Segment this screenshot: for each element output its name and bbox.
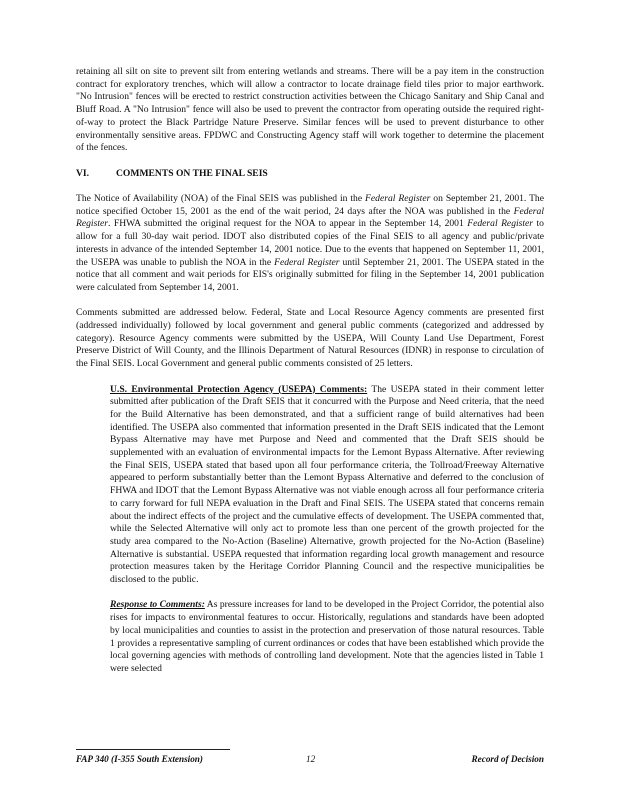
section-number: VI. [76, 167, 90, 179]
footer-divider [76, 749, 230, 750]
page-body [76, 66, 544, 676]
response-heading: Response to Comments: [110, 599, 205, 611]
paragraph-notice-of-availability [76, 193, 544, 295]
paragraph-usepa-comments [76, 384, 544, 587]
noa-text-1: The Notice of Availability (NOA) of the Final SEIS was published in the [76, 193, 366, 204]
footer-page-number: 12 [306, 754, 316, 764]
paragraph-fences: retaining all silt on site to prevent silt from entering wetlands and streams. There will be a pay item in the construction contract for exploratory trenches, which will allow a contractor to locate drainage field tiles prior to major earthwork. "No Intrusion" fences will be erected to restrict construction activities between the Chicago Sanitary and Ship Canal and Bluff Road. A "No Intrusion" fence will also be used to prevent the contractor from operating outside the required right-of-way to protect the Black Partridge Nature Preserve. Similar fences will be used to prevent disturbance to other environmentally sensitive areas. FPDWC and Constructing Agency staff will work together to determine the placement of the fences. [76, 66, 544, 154]
noa-federal-register-4: Federal Register [274, 256, 340, 268]
noa-text-2: on September 21, 2001. The notice specified October 15, 2001 as the end of the wait period, 24 days after the NOA was published in the [76, 193, 544, 217]
usepa-heading: U.S. Environmental Protection Agency (USEPA) Comments: [110, 383, 368, 395]
page-footer [76, 754, 544, 768]
response-body: As pressure increases for land to be developed in the Project Corridor, the potential also rises for impacts to environmental features to occur. Historically, regulations and standards have been adopted by local municipalities and counties to assist in the protection and preservation of those natural resources. Table 1 provides a representative sampling of current ordinances or codes that have been established which provide the local governing agencies with methods of controlling land development. Note that the agencies listed in Table 1 were selected [110, 599, 544, 674]
section-heading [76, 168, 544, 181]
footer-document-title: Record of Decision [471, 754, 544, 764]
noa-federal-register-2: Federal Register [76, 205, 544, 230]
section-title: COMMENTS ON THE FINAL SEIS [116, 167, 268, 179]
footer-project-id: FAP 340 (I-355 South Extension) [76, 754, 203, 764]
noa-text-3: . FHWA submitted the original request for the NOA to appear in the September 14, 2001 [107, 218, 468, 230]
noa-federal-register-3: Federal Register [467, 218, 534, 230]
noa-federal-register-1: Federal Register [365, 193, 431, 204]
noa-text-5: until September 21, 2001. The USEPA stated in the notice that all comment and wait periods for EIS's originally submitted for filing in the September 14, 2001 publication were calculated from September 14, 2001. [76, 256, 545, 293]
usepa-body: The USEPA stated in their comment letter submitted after publication of the Draft SEIS that it concurred with the Purpose and Need criteria, that the need for the Build Alternative has been demonstrated, and that a sufficient range of build alternatives had been identified. The USEPA also commented that information presented in the Draft SEIS indicated that the Lemont Bypass Alternative may have met Purpose and Need and commented that the Draft SEIS should be supplemented with an evaluation of environmental impacts for the Lemont Bypass Alternative. After reviewing the Final SEIS, USEPA stated that based upon all four performance criteria, the Tollroad/Freeway Alternative appeared to perform substantially better than the Lemont Bypass Alternative and deferred to the conclusion of FHWA and IDOT that the Lemont Bypass Alternative was not viable enough across all four performance criteria to carry forward for full NEPA evaluation in the Draft and Final SEIS. The USEPA stated that concerns remain about the indirect effects of the project and the cumulative effects of development. The USEPA commented that, while the Selected Alternative will only act to promote less than one percent of the growth projected for the study area compared to the No-Action (Baseline) Alternative, growth projected for the No-Action (Baseline) Alternative is substantial. USEPA requested that information regarding local growth management and resource protection measures taken by the Heritage Corridor Planning Council and the respective municipalities be disclosed to the public. [110, 383, 544, 586]
paragraph-comments-overview: Comments submitted are addressed below. Federal, State and Local Resource Agency comments are presented first (addressed individually) followed by local government and general public comments (categorized and addressed by category). Resource Agency comments were submitted by the USEPA, Will County Land Use Department, Forest Preserve District of Will County, and the Illinois Department of Natural Resources (IDNR) in response to circulation of the Final SEIS. Local Government and general public comments consisted of 25 letters. [76, 307, 544, 370]
paragraph-response [76, 599, 544, 675]
noa-text-4: to allow for a full 30-day wait period. IDOT also distributed copies of the Final SEIS to all agency and public/private interests in advance of the intended September 14, 2001 notice. Due to the events that happened on September 11, 2001, the USEPA was unable to publish the NOA in the [76, 218, 544, 268]
